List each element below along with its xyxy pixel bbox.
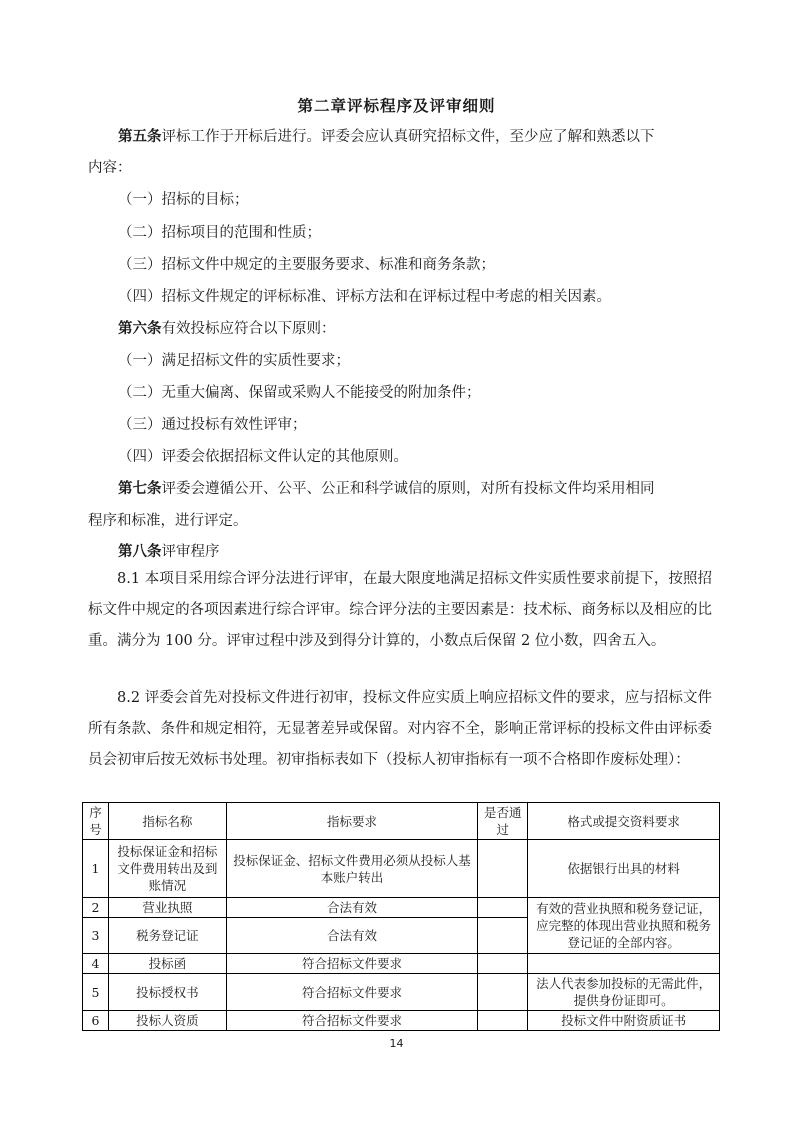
article-5-item-1: （一）招标的目标； bbox=[118, 192, 249, 208]
row-pass bbox=[478, 918, 528, 954]
row-name: 投标授权书 bbox=[108, 974, 226, 1011]
header-no: 序号 bbox=[83, 803, 109, 840]
article-8-line-1 bbox=[118, 542, 220, 562]
row-no: 5 bbox=[83, 974, 109, 1011]
row-name: 营业执照 bbox=[108, 898, 226, 918]
article-5-heading: 第五条 bbox=[118, 128, 162, 145]
row-name: 投标保证金和招标文件费用转出及到账情况 bbox=[108, 840, 226, 898]
article-6-line-1 bbox=[118, 319, 336, 339]
paragraph-8-1: 8.1 本项目采用综合评分法进行评审，在最大限度地满足招标文件实质性要求前提下，按照招标文件中规定的各项因素进行综合评审。综合评分法的主要因素是：技术标、商务标以及相应的比重。满分为 100 分。评审过程中涉及到得分计算的，小数点后保留 2 位小数，四舍五入。 bbox=[88, 571, 712, 649]
article-6-item-2: （二）无重大偏离、保留或采购人不能接受的附加条件； bbox=[118, 385, 481, 401]
row-requirement: 符合招标文件要求 bbox=[226, 954, 478, 974]
row-format: 依据银行出具的材料 bbox=[528, 840, 720, 898]
article-5-text: 评标工作于开标后进行。评委会应认真研究招标文件，至少应了解和熟悉以下 bbox=[161, 129, 655, 145]
table-row bbox=[83, 954, 720, 974]
table-row bbox=[83, 1011, 720, 1031]
article-6-heading: 第六条 bbox=[118, 320, 162, 337]
article-7-heading: 第七条 bbox=[118, 480, 162, 497]
row-name: 税务登记证 bbox=[108, 918, 226, 954]
row-pass bbox=[478, 898, 528, 918]
row-pass bbox=[478, 1011, 528, 1031]
row-no: 6 bbox=[83, 1011, 109, 1031]
row-requirement: 符合招标文件要求 bbox=[226, 974, 478, 1011]
article-5-item-4: （四）招标文件规定的评标标准、评标方法和在评标过程中考虑的相关因素。 bbox=[118, 289, 611, 305]
header-pass: 是否通过 bbox=[478, 803, 528, 840]
article-7-line-1 bbox=[118, 479, 655, 499]
row-pass bbox=[478, 974, 528, 1011]
article-7-text: 评委会遵循公开、公平、公正和科学诚信的原则，对所有投标文件均采用相同 bbox=[161, 481, 655, 497]
initial-review-table bbox=[82, 802, 720, 1031]
article-5-item-2: （二）招标项目的范围和性质； bbox=[118, 225, 321, 241]
paragraph-8-2: 8.2 评委会首先对投标文件进行初审，投标文件应实质上响应招标文件的要求，应与招标文件所有条款、条件和规定相符，无显著差异或保留。对内容不全，影响正常评标的投标文件由评标委员会初审后按无效标书处理。初审指标表如下（投标人初审指标有一项不合格即作废标处理）： bbox=[88, 690, 712, 768]
row-format: 法人代表参加投标的无需此件，提供身份证即可。 bbox=[528, 974, 720, 1011]
row-format-merged: 有效的营业执照和税务登记证，应完整的体现出营业执照和税务登记证的全部内容。 bbox=[528, 898, 720, 954]
article-5-line-1 bbox=[118, 127, 655, 147]
header-requirement: 指标要求 bbox=[226, 803, 478, 840]
row-no: 3 bbox=[83, 918, 109, 954]
article-6-text: 有效投标应符合以下原则： bbox=[161, 321, 336, 337]
page-number: 14 bbox=[389, 1037, 404, 1050]
header-format: 格式或提交资料要求 bbox=[528, 803, 720, 840]
row-requirement: 合法有效 bbox=[226, 918, 478, 954]
article-6-item-3: （三）通过投标有效性评审； bbox=[118, 417, 307, 433]
row-name: 投标函 bbox=[108, 954, 226, 974]
table-row bbox=[83, 898, 720, 918]
row-requirement: 符合招标文件要求 bbox=[226, 1011, 478, 1031]
chapter-title: 第二章评标程序及评审细则 bbox=[297, 96, 496, 115]
row-requirement: 投标保证金、招标文件费用必须从投标人基本账户转出 bbox=[226, 840, 478, 898]
row-no: 4 bbox=[83, 954, 109, 974]
row-no: 2 bbox=[83, 898, 109, 918]
article-8-text: 评审程序 bbox=[161, 544, 220, 560]
article-5-item-3: （三）招标文件中规定的主要服务要求、标准和商务条款； bbox=[118, 257, 495, 273]
article-6-item-4: （四）评委会依据招标文件认定的其他原则。 bbox=[118, 449, 408, 465]
table-header-row bbox=[83, 803, 720, 840]
table-row bbox=[83, 974, 720, 1011]
table-row bbox=[83, 840, 720, 898]
row-pass bbox=[478, 954, 528, 974]
article-5-line-2: 内容： bbox=[88, 160, 132, 176]
row-pass bbox=[478, 840, 528, 898]
row-format: 投标文件中附资质证书 bbox=[528, 1011, 720, 1031]
header-name: 指标名称 bbox=[108, 803, 226, 840]
row-format bbox=[528, 954, 720, 974]
article-8-heading: 第八条 bbox=[118, 543, 162, 560]
article-7-line-2: 程序和标准，进行评定。 bbox=[88, 513, 248, 529]
row-requirement: 合法有效 bbox=[226, 898, 478, 918]
row-no: 1 bbox=[83, 840, 109, 898]
article-6-item-1: （一）满足招标文件的实质性要求； bbox=[118, 353, 350, 369]
row-name: 投标人资质 bbox=[108, 1011, 226, 1031]
